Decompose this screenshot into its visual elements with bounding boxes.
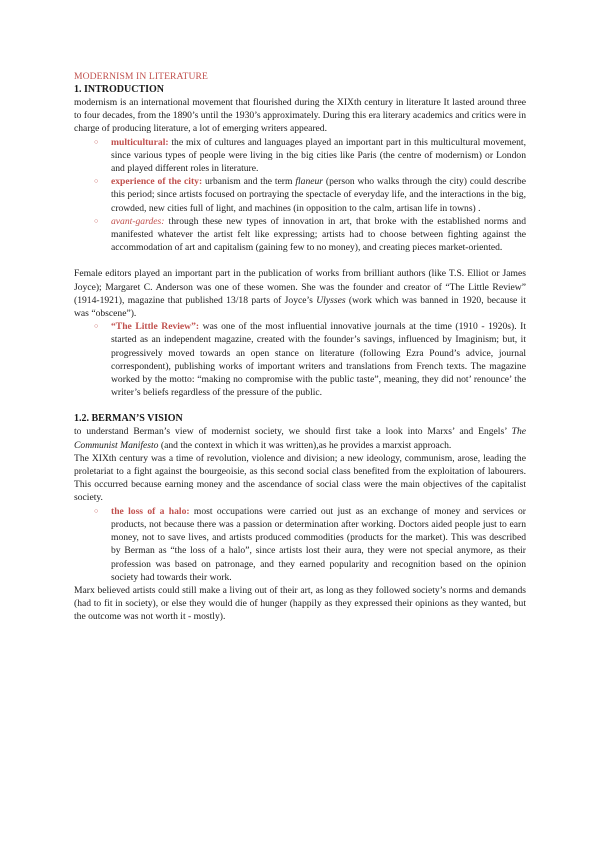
italic-term: flaneur bbox=[295, 176, 324, 188]
berman-intro-paragraph bbox=[74, 425, 526, 451]
section-heading-introduction: 1. INTRODUCTION bbox=[74, 84, 165, 95]
list-item bbox=[94, 215, 526, 255]
little-review-bullet-list bbox=[74, 320, 526, 399]
female-editors-paragraph bbox=[74, 267, 526, 320]
paragraph-text: (work which was banned in 1920, because it was “obscene”). bbox=[74, 294, 526, 320]
document-body bbox=[74, 70, 526, 624]
paragraph-text: (and the context in which it was written),as he provides a marxist approach. bbox=[158, 439, 452, 451]
document-title: MODERNISM IN LITERATURE bbox=[74, 71, 208, 82]
list-item bbox=[94, 175, 526, 215]
bullet-text: (person who walks through the city) could describe this period; since artists focused on portraying the spectacle of everyday life, and the interactions in the big, crowded, new cities full of light, and machines (in opposition to the calm, artisan life in towns) . bbox=[111, 176, 526, 214]
bullet-icon: ○ bbox=[94, 216, 99, 225]
halo-bullet-list bbox=[74, 505, 526, 584]
term-experience-of-city: experience of the city: bbox=[111, 176, 203, 188]
term-little-review: “The Little Review”: bbox=[111, 321, 200, 333]
italic-title-communist-manifesto: The Communist Manifesto bbox=[74, 426, 526, 451]
list-item bbox=[94, 320, 526, 399]
intro-bullet-list bbox=[74, 136, 526, 255]
bullet-text: was one of the most influential innovative journals at the time (1910 - 1920s). It started as an independent magazine, created with the founder’s savings, influenced by Imaginism; but, it progressively moved towards an open stance on literature (following Ezra Pound’s advice, journal correspondent), publishing works of important writers and translations from French texts. The magazine worked by the motto: “making no compromise with the public taste”, meaning, they did not’ renounce’ the writer’s beliefs regardless of the pressure of the public. bbox=[111, 321, 526, 399]
intro-paragraph: modernism is an international movement that flourished during the XIXth century in literature It lasted around three to four decades, from the 1890’s until the 1930’s approximately. During this era literary academics and critics were in charge of producing literature, a lot of emerging writers appeared. bbox=[74, 97, 526, 135]
bullet-text: through these new types of innovation in art, that broke with the established norms and manifested whatever the artist felt like expressing; artists had to choose between fighting against the accommodation of art and capitalism (gaining few to no money), and creating pieces market-oriented. bbox=[111, 215, 526, 254]
term-avant-gardes: avant-gardes: bbox=[111, 215, 165, 227]
italic-title-ulysses: Ulysses bbox=[316, 294, 346, 306]
bullet-text: the mix of cultures and languages played an important part in this multicultural movement, since various types of people were living in the big cities like Paris (the centre of modernism) or London and played different roles in literature. bbox=[111, 136, 526, 175]
bullet-icon: ○ bbox=[94, 137, 99, 146]
marx-paragraph: Marx believed artists could still make a living out of their art, as long as they followed society’s norms and demands (had to fit in society), or else they would die of hunger (happily as they expressed their opinions as they wanted, but the outcome was not worth it - mostly). bbox=[74, 584, 526, 623]
paragraph-text: Female editors played an important part in the publication of works from brilliant authors (like T.S. Elliot or James Joyce); Margaret C. Anderson was one of these women. She was the founder and creator of “The Little Review” (1914-1921), magazine that published 13/18 parts of Joyce’s bbox=[74, 268, 526, 306]
nineteenth-century-paragraph: The XIXth century was a time of revolution, violence and division; a new ideology, communism, arose, leading the proletariat to a fight against the bourgeoisie, as this second social class benefited from the exploitation of labourers. This occurred because earning money and the ascendance of social class were the main objectives of the capitalist society. bbox=[74, 452, 526, 504]
term-loss-of-halo: the loss of a halo: bbox=[111, 505, 190, 517]
bullet-icon: ○ bbox=[94, 322, 99, 331]
paragraph-text: to understand Berman’s view of modernist society, we should first take a look into Marxs’ and Engels’ bbox=[74, 426, 512, 438]
bullet-text: urbanism and the term bbox=[202, 176, 296, 188]
section-heading-bermans-vision: 1.2. BERMAN’S VISION bbox=[74, 413, 183, 425]
bullet-text: most occupations were carried out just as an exchange of money and services or products, not because there was a passion or determination after working. Doctors aided people just to earn money, not to save lives, and artists produced commodities (products for the market). This was described by Berman as “the loss of a halo”, since artists lost their aura, they were not special anymore, as their profession was based on patronage, and they earned popularity and recognition based on the opinion society had towards their work. bbox=[111, 505, 527, 583]
bullet-icon: ○ bbox=[94, 177, 99, 186]
term-multicultural: multicultural: bbox=[111, 136, 169, 148]
bullet-icon: ○ bbox=[94, 506, 99, 515]
list-item bbox=[94, 505, 527, 584]
list-item bbox=[94, 136, 526, 176]
